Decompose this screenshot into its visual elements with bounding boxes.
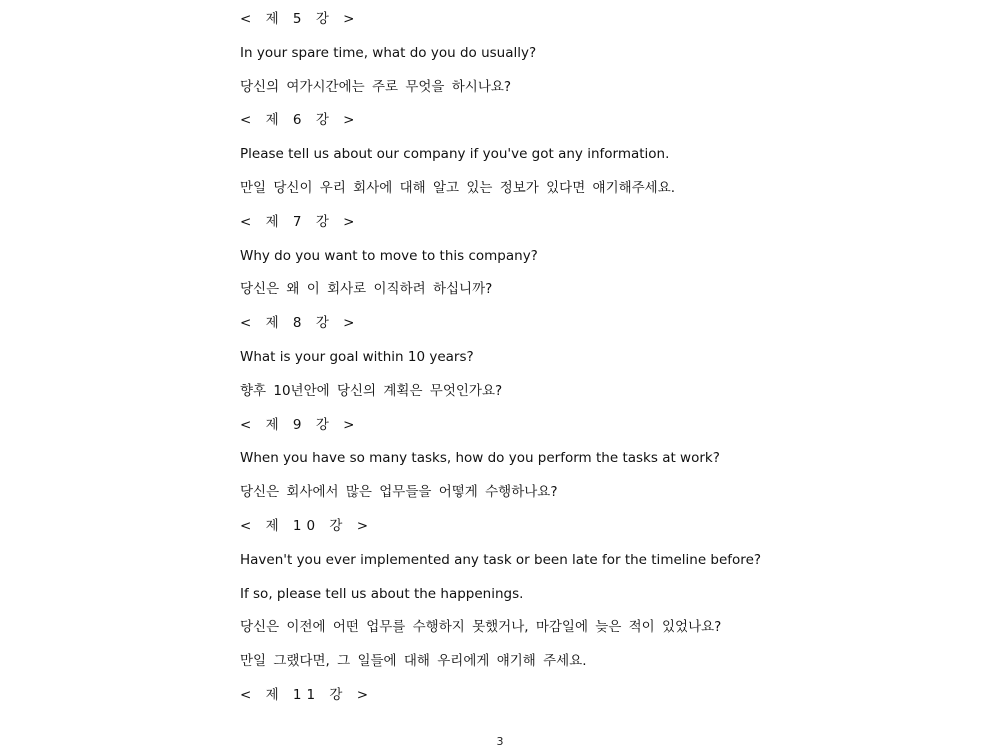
english-question: Please tell us about our company if you've got any information. [240,146,670,163]
english-question: Why do you want to move to this company? [240,247,538,264]
korean-translation: 당신은 왜 이 회사로 이직하려 하십니까? [240,281,493,298]
korean-translation: 당신은 회사에서 많은 업무들을 어떻게 수행하나요? [240,484,558,501]
korean-translation: 향후 10년안에 당신의 계획은 무엇인가요? [240,382,503,399]
lesson-heading-6: < 제 6 강 > [240,112,360,129]
english-question: If so, please tell us about the happenings. [240,585,524,602]
english-question: What is your goal within 10 years? [240,348,474,365]
english-question: When you have so many tasks, how do you perform the tasks at work? [240,450,720,467]
korean-translation: 만일 당신이 우리 회사에 대해 알고 있는 정보가 있다면 얘기해주세요. [240,179,676,196]
korean-translation: 당신은 이전에 어떤 업무를 수행하지 못했거나, 마감일에 늦은 적이 있었나요? [240,619,722,636]
korean-translation: 만일 그랬다면, 그 일들에 대해 우리에게 얘기해 주세요. [240,653,587,670]
lesson-heading-7: < 제 7 강 > [240,213,360,230]
lesson-heading-9: < 제 9 강 > [240,416,360,433]
page-number: 3 [496,735,504,748]
lesson-heading-11: < 제 11 강 > [240,686,374,703]
english-question: In your spare time, what do you do usually? [240,44,537,61]
document-body [240,8,940,718]
english-question: Haven't you ever implemented any task or been late for the timeline before? [240,551,762,568]
korean-translation: 당신의 여가시간에는 주로 무엇을 하시나요? [240,78,512,95]
lesson-heading-10: < 제 10 강 > [240,517,374,534]
lesson-heading-8: < 제 8 강 > [240,315,360,332]
lesson-heading-5: < 제 5 강 > [240,11,360,27]
